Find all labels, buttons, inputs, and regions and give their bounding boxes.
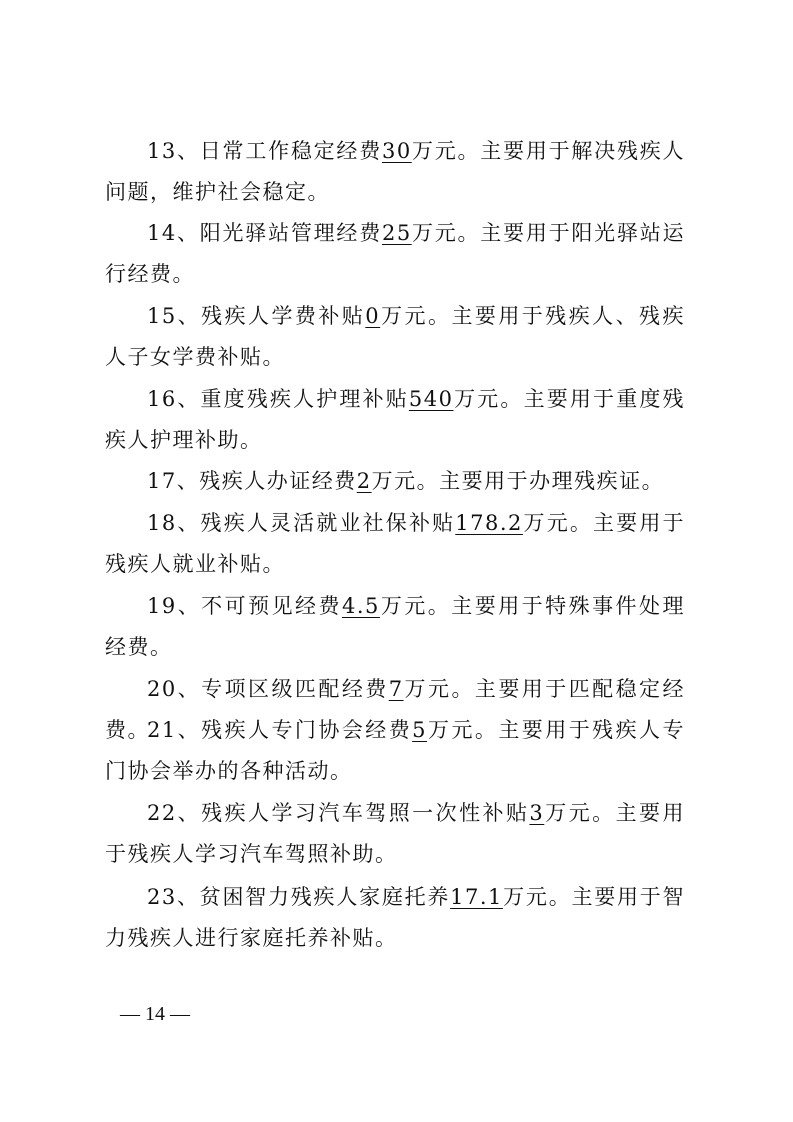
budget-item-13 [105,131,685,213]
budget-item-14 [105,213,685,295]
item-description: 万元。主要用于残疾人就业补贴。 [105,511,685,576]
item-amount: 2 [356,469,372,493]
item-amount: 7 [388,677,404,701]
item-text: 20、专项区级匹配经费 [147,677,389,701]
budget-item-23 [105,877,685,959]
item-description: 万元。主要用于匹配稳定经费。 [105,677,685,742]
page-number: — 14 — [120,1003,190,1025]
budget-item-16 [105,379,685,461]
item-text: 14、阳光驿站管理经费 [147,221,382,245]
budget-item-19 [105,586,685,668]
item-text: 13、日常工作稳定经费 [147,139,382,163]
item-description: 万元。主要用于阳光驿站运行经费。 [105,221,685,286]
item-text: 16、重度残疾人护理补贴 [147,387,409,411]
item-description: 万元。主要用于解决残疾人问题，维护社会稳定。 [105,139,685,204]
item-amount: 30 [381,139,412,163]
budget-item-15 [105,296,685,378]
budget-item-21 [105,710,685,792]
item-text: 15、残疾人学费补贴 [147,304,366,328]
item-amount: 3 [529,801,545,825]
item-amount: 540 [408,387,454,411]
item-description: 万元。主要用于残疾人专门协会举办的各种活动。 [105,718,685,783]
item-description: 万元。主要用于办理残疾证。 [371,469,665,493]
item-amount: 5 [412,718,428,742]
item-amount: 0 [365,304,381,328]
item-amount: 17.1 [450,885,503,909]
item-description: 万元。主要用于智力残疾人进行家庭托养补贴。 [105,885,686,950]
item-text: 19、不可预见经费 [147,594,342,618]
item-text: 17、残疾人办证经费 [147,469,357,493]
item-text: 21、残疾人专门协会经费 [147,718,413,742]
budget-item-22 [105,793,685,875]
item-description: 万元。主要用于特殊事件处理经费。 [105,594,685,659]
budget-item-17 [105,461,685,502]
item-description: 万元。主要用于残疾人学习汽车驾照补助。 [105,801,685,866]
item-text: 22、残疾人学习汽车驾照一次性补贴 [147,801,530,825]
item-amount: 25 [381,221,412,245]
item-description: 万元。主要用于残疾人、残疾人子女学费补贴。 [105,304,685,369]
budget-item-18 [105,503,685,585]
item-amount: 4.5 [341,594,380,618]
item-text: 18、残疾人灵活就业社保补贴 [147,511,456,535]
item-amount: 178.2 [455,511,523,535]
item-description: 万元。主要用于重度残疾人护理补助。 [105,387,685,452]
item-text: 23、贫困智力残疾人家庭托养 [147,885,451,909]
